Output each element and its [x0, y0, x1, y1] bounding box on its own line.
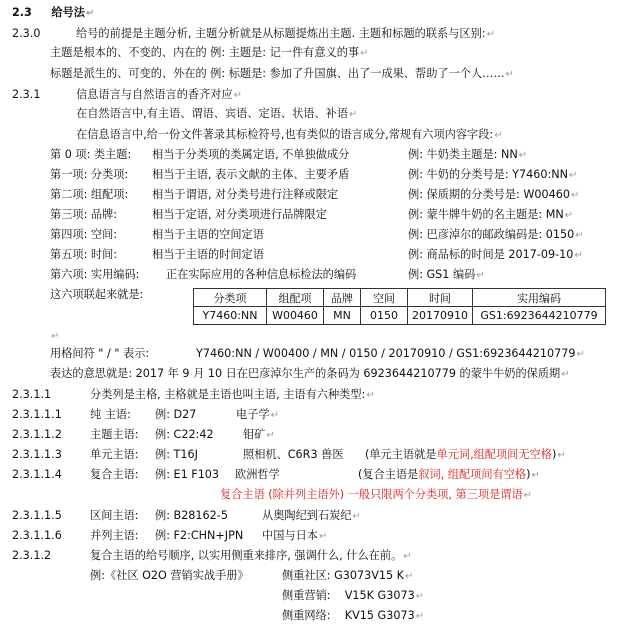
natural-language-line: 在自然语言中,有主语、谓语、宾语、定语、状语、补语↵: [76, 107, 358, 120]
sub-6-desc: 中国与日本↵: [262, 529, 328, 542]
sub-2-example: 例: C22:42: [155, 428, 214, 441]
para-2-3-1-head: 信息语言与自然语言的香齐对应↵: [76, 88, 243, 101]
sub-1-example: 例: D27: [155, 408, 197, 421]
sub-6-name: 并列主语:: [90, 529, 139, 542]
blank-paragraph-mark: ↵: [51, 331, 60, 342]
item-5-label: 第五项: 时间:: [50, 248, 118, 261]
item-4-example: 例: 巴彦淖尔的邮政编码是: 0150↵: [408, 228, 584, 241]
table-header-cell: 空间: [361, 289, 408, 307]
sub-1-name: 纯 主语:: [90, 408, 131, 421]
separator-label: 用格间符 " / " 表示:: [50, 347, 150, 360]
table-cell: 20170910: [408, 307, 473, 325]
table-header-cell: 组配项: [267, 289, 324, 307]
emphasis-row: 侧重营销: V15K G3073↵: [282, 589, 425, 602]
item-1-desc: 相当于主语, 表示文献的主体、主要矛盾: [152, 168, 350, 181]
info-language-line: 在信息语言中,给一份文件著录其标检符号,也有类似的语言成分,常规有六项内容字段:↵: [76, 128, 503, 141]
item-6-desc: 正在实际应用的各种信息标检法的编码: [166, 268, 357, 281]
item-3-desc: 相当于定语, 对分类项进行品牌限定: [152, 208, 327, 221]
item-2-label: 第二项: 组配项:: [50, 188, 129, 201]
sub-4-note: (复合主语是叙词, 组配项间有空格)↵: [358, 468, 540, 481]
section-heading: 2.3 给号法↵: [12, 6, 95, 19]
table-header-cell: 品牌: [324, 289, 361, 307]
para-2-3-1-2-number: 2.3.1.2: [12, 549, 52, 562]
para-2-3-1-1-number: 2.3.1.1: [12, 388, 52, 401]
table-header-row: [194, 289, 606, 307]
table-header-cell: 时间: [408, 289, 473, 307]
table-cell: Y7460:NN: [194, 307, 267, 325]
item-1-example: 例: 牛奶的分类号是: Y7460:NN↵: [408, 168, 578, 181]
sub-3-note: (单元主语就是单元词,组配项间无空格)↵: [365, 448, 566, 461]
topic-line: 主题是根本的、不变的、内在的 例: 主题是: 记一件有意义的事↵: [50, 46, 369, 59]
field-table: [193, 288, 606, 325]
sub-1-number: 2.3.1.1.1: [12, 408, 62, 421]
sub-2-desc: 钼矿↵: [243, 428, 275, 441]
sub-3-desc: 照相机、C6R3 兽医: [243, 448, 344, 461]
item-2-example: 例: 保质期的分类号是: W00460↵: [408, 188, 580, 201]
table-cell: MN: [324, 307, 361, 325]
item-5-desc: 相当于主语的时间定语: [152, 248, 264, 261]
item-4-desc: 相当于主语的空间定语: [152, 228, 264, 241]
para-2-3-1-number: 2.3.1: [12, 88, 41, 101]
item-6-example: 例: GS1 编码↵: [408, 268, 485, 281]
sub-3-example: 例: T16J: [155, 448, 198, 461]
item-4-label: 第四项: 空间:: [50, 228, 118, 241]
table-row: [194, 307, 606, 325]
example-book-title: 例:《社区 O2O 营销实战手册》: [90, 569, 249, 582]
sub-5-desc: 从奥陶纪到石炭纪↵: [262, 509, 361, 522]
sub-6-example: 例: F2:CHN+JPN: [155, 529, 244, 542]
table-cell: GS1:6923644210779: [473, 307, 606, 325]
table-cell: 0150: [361, 307, 408, 325]
sub-1-desc: 电子学↵: [236, 408, 279, 421]
item-0-example: 例: 牛奶类主题是: NN↵: [408, 148, 528, 161]
sub-5-name: 区间主语:: [90, 509, 139, 522]
sub-5-example: 例: B28162-5: [155, 509, 228, 522]
sub-2-name: 主题主语:: [90, 428, 139, 441]
sub-5-number: 2.3.1.1.5: [12, 509, 62, 522]
separator-value: Y7460:NN / W00400 / MN / 0150 / 20170910 / GS1:6923644210779↵: [196, 347, 585, 360]
sub-2-number: 2.3.1.1.2: [12, 428, 62, 441]
emphasis-row: 侧重社区: G3073V15 K↵: [282, 569, 414, 582]
sub-4-number: 2.3.1.1.4: [12, 468, 62, 481]
item-3-example: 例: 蒙牛牌牛奶的名主题是: MN↵: [408, 208, 574, 221]
compound-subject-note: 复合主语 (除并列主语外) 一般只限两个分类项, 第三项是谓语↵: [220, 488, 533, 501]
sub-4-example: 例: E1 F103: [155, 468, 220, 481]
heading-number: 2.3: [12, 6, 32, 19]
item-1-label: 第一项: 分类项:: [50, 168, 129, 181]
item-0-desc: 相当于分类项的类属定语, 不单独做成分: [152, 148, 350, 161]
link-text: 这六项联起来就是:: [50, 288, 144, 301]
emphasis-row: 侧重网络: KV15 G3073↵: [282, 609, 425, 622]
item-0-label: 第 0 项: 类主题:: [50, 148, 132, 161]
item-2-desc: 相当于谓语, 对分类号进行注释或限定: [152, 188, 339, 201]
heading-title: 给号法: [51, 6, 85, 19]
table-cell: W00460: [267, 307, 324, 325]
sub-3-name: 单元主语:: [90, 448, 139, 461]
para-2-3-1-2-text: 复合主语的给号顺序, 以实用侧重来排序, 强调什么, 什么在前。↵: [90, 549, 412, 562]
sub-6-number: 2.3.1.1.6: [12, 529, 62, 542]
item-6-label: 第六项: 实用编码:: [50, 268, 140, 281]
title-line: 标题是派生的、可变的、外在的 例: 标题是: 参加了升国旗、出了一成果、帮助了一个人……↵: [50, 67, 514, 80]
para-2-3-1-1-text: 分类列是主格, 主格就是主语也叫主语, 主语有六种类型:↵: [90, 388, 375, 401]
table-header-cell: 实用编码: [473, 289, 606, 307]
item-5-example: 例: 商品标的时间是 2017-09-10↵: [408, 248, 583, 261]
item-3-label: 第三项: 品牌:: [50, 208, 118, 221]
table-header-cell: 分类项: [194, 289, 267, 307]
meaning-line: 表达的意思就是: 2017 年 9 月 10 日在巴彦淖尔生产的条码为 6923644210779 的蒙牛牛奶的保质期↵: [50, 367, 570, 380]
para-2-3-0-intro: 给号的前提是主题分析, 主题分析就是从标题提炼出主题. 主题和标题的联系与区别:↵: [76, 27, 495, 40]
sub-3-number: 2.3.1.1.3: [12, 448, 62, 461]
sub-4-name: 复合主语:: [90, 468, 139, 481]
para-2-3-0-number: 2.3.0: [12, 27, 41, 40]
sub-4-desc: 欧洲哲学: [235, 468, 280, 481]
